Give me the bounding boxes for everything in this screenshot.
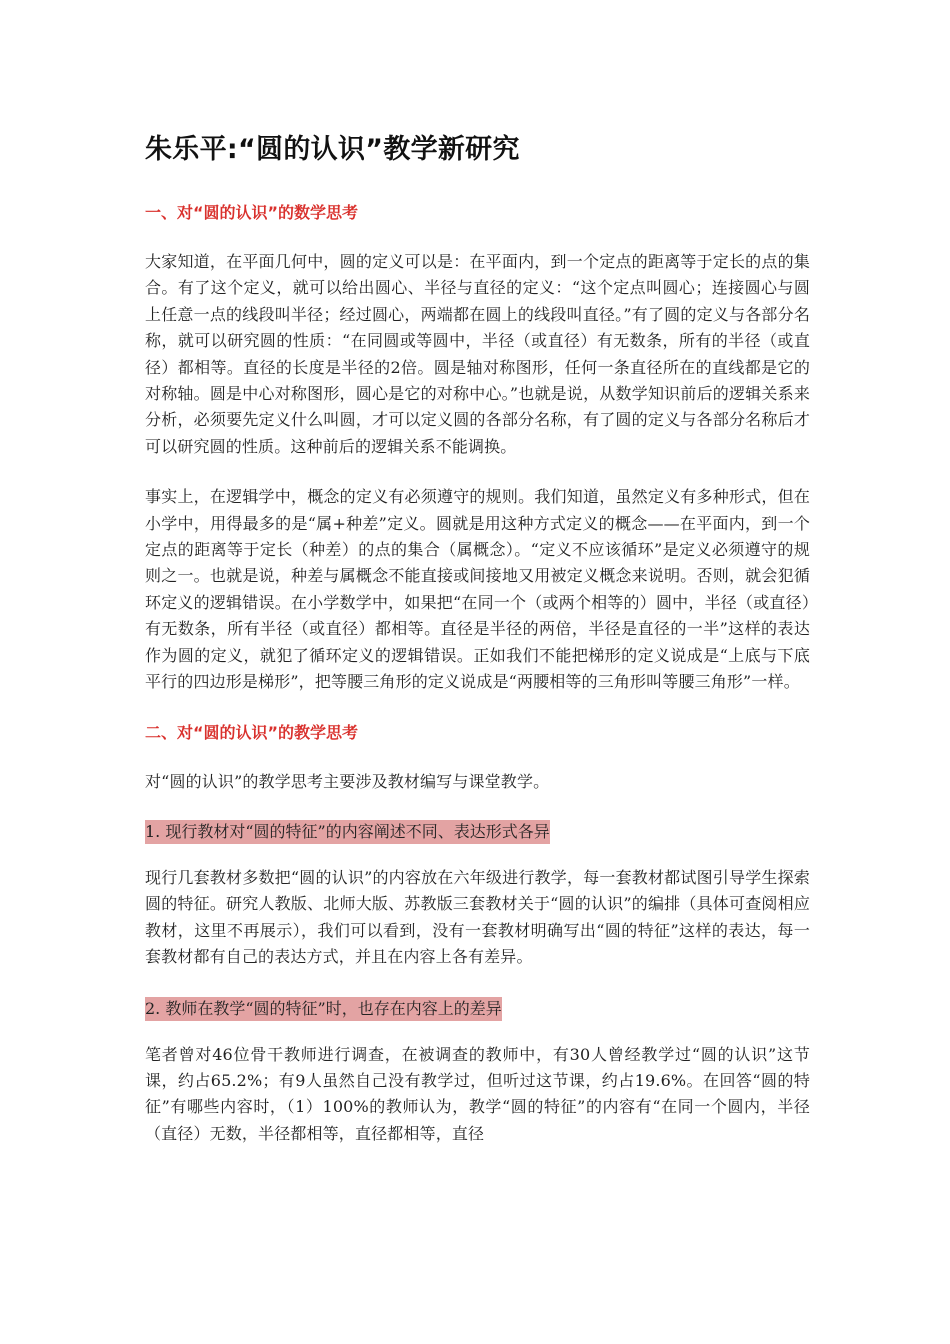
paragraph-circle-definition: 大家知道，在平面几何中，圆的定义可以是：在平面内，到一个定点的距离等于定长的点的集合。有了这个定义，就可以给出圆心、半径与直径的定义：“这个定点叫圆心；连接圆心与圆上任意一点的线段叫半径；经过圆心，两端都在圆上的线段叫直径。”有了圆的定义与各部分名称，就可以研究圆的性质：“在同圆或等圆中，半径（或直径）有无数条，所有的半径（或直径）都相等。直径的长度是半径的2倍。圆是轴对称图形，任何一条直径所在的直线都是它的对称轴。圆是中心对称图形，圆心是它的对称中心。”也就是说，从数学知识前后的逻辑关系来分析，必须要先定义什么叫圆，才可以定义圆的各部分名称，有了圆的定义与各部分名称后才可以研究圆的性质。这种前后的逻辑关系不能调换。 [145,252,810,456]
subheading-teacher-wrap [145,995,810,1022]
paragraph-logic-definition: 事实上，在逻辑学中，概念的定义有必须遵守的规则。我们知道，虽然定义有多种形式，但在小学中，用得最多的是“属+种差”定义。圆就是用这种方式定义的概念——在平面内，到一个定点的距离等于定长（种差）的点的集合（属概念）。“定义不应该循环”是定义必须遵守的规则之一。也就是说，种差与属概念不能直接或间接地又用被定义概念来说明。否则，就会犯循环定义的逻辑错误。在小学数学中，如果把“在同一个（或两个相等的）圆中，半径（或直径）有无数条，所有半径（或直径）都相等。直径是半径的两倍，半径是直径的一半”这样的表达作为圆的定义，就犯了循环定义的逻辑错误。正如我们不能把梯形的定义说成是“上底与下底平行的四边形是梯形”，把等腰三角形的定义说成是“两腰相等的三角形叫等腰三角形”一样。 [145,487,810,692]
section-heading-math-thinking: 一、对“圆的认识”的数学思考 [145,203,359,222]
section-heading-teaching-thinking: 二、对“圆的认识”的教学思考 [145,722,359,742]
paragraph-textbook-analysis: 现行几套教材多数把“圆的认识”的内容放在六年级进行教学，每一套教材都试图引导学生探索圆的特征。研究人教版、北师大版、苏教版三套教材关于“圆的认识”的编排（具体可查阅相应教材，这里不再展示），我们可以看到，没有一套教材明确写出“圆的特征”这样的表达，每一套教材都有自己的表达方式，并且在内容上各有差异。 [145,867,810,967]
subheading-teacher-differences: 2. 教师在教学“圆的特征”时，也存在内容上的差异 [145,997,502,1021]
paragraph-teacher-survey: 笔者曾对46位骨干教师进行调查，在被调查的教师中，有30人曾经教学过“圆的认识”这节课，约占65.2%；有9人虽然自己没有教学过，但听过这节课，约占19.6%。在回答“圆的特征”有哪些内容时，（1）100%的教师认为，教学“圆的特征”的内容有“在同一个圆内，半径（直径）无数，半径都相等，直径都相等，直径 [145,1044,810,1143]
paragraph-teaching-intro: 对“圆的认识”的教学思考主要涉及教材编写与课堂教学。 [145,771,550,791]
subheading-textbook-wrap [145,818,810,845]
document-title: 朱乐平:“圆的认识”教学新研究 [145,134,520,165]
subheading-textbook-differences: 1. 现行教材对“圆的特征”的内容阐述不同、表达形式各异 [145,820,550,844]
document-body [145,128,810,1171]
